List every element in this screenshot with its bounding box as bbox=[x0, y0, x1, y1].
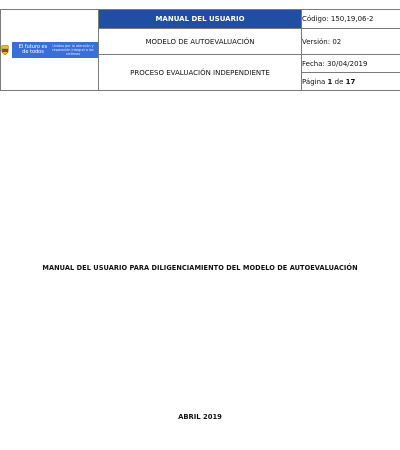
modelo-label: MODELO DE AUTOEVALUACIÓN bbox=[99, 29, 302, 55]
document-header-table bbox=[0, 9, 400, 91]
fecha-field: Fecha: 30/04/2019 bbox=[302, 55, 400, 73]
pagina-total: 17 bbox=[345, 77, 356, 86]
colombia-shield-icon bbox=[1, 44, 9, 56]
pagina-current: 1 bbox=[327, 77, 333, 86]
logo bbox=[1, 10, 98, 90]
pagina-of: de bbox=[332, 77, 346, 86]
logo-tagline: Unidos por la atención y reparación integral a las víctimas bbox=[52, 44, 94, 56]
codigo-field: Código: 150,19,06-2 bbox=[302, 10, 400, 29]
manual-label: MANUAL DEL USUARIO bbox=[99, 10, 302, 29]
version-field: Versión: 02 bbox=[302, 29, 400, 55]
pagina-prefix: Página bbox=[302, 77, 328, 86]
document-date: ABRIL 2019 bbox=[178, 413, 222, 421]
logo-banner bbox=[12, 42, 98, 58]
document-title: MANUAL DEL USUARIO PARA DILIGENCIAMIENTO DEL MODELO DE AUTOEVALUACIÓN bbox=[42, 264, 358, 272]
logo-brand-text: El futuro es de todos bbox=[18, 43, 48, 55]
logo-cell bbox=[1, 10, 99, 91]
pagina-field bbox=[302, 73, 400, 91]
proceso-label: PROCESO EVALUACIÓN INDEPENDIENTE bbox=[99, 55, 302, 91]
